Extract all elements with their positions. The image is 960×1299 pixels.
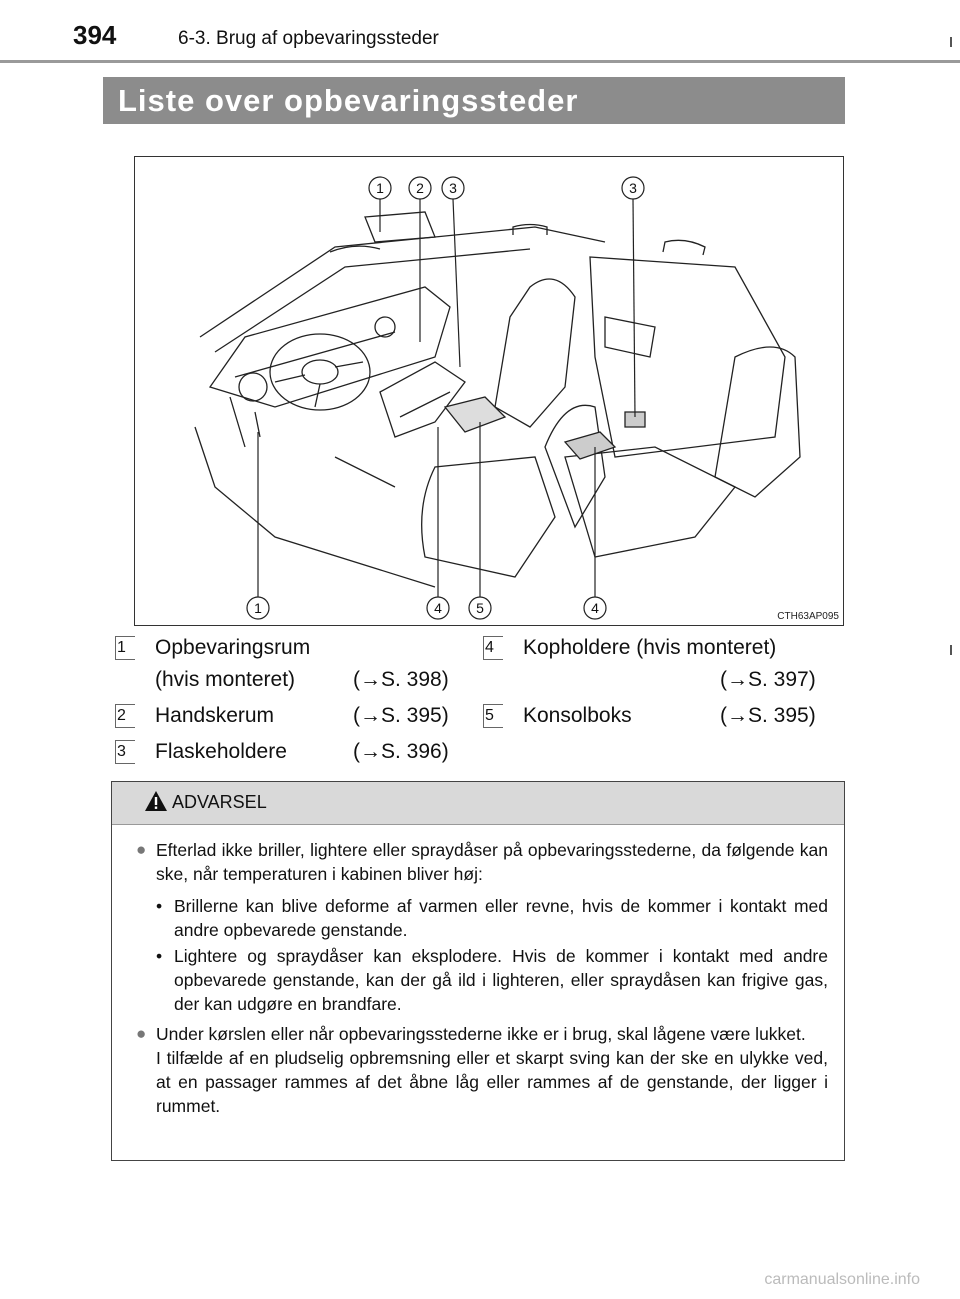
legend-label-cont: (hvis monteret): [155, 668, 296, 691]
crop-mark: [950, 37, 952, 47]
legend-item-3: [115, 736, 465, 768]
legend-page-ref[interactable]: (→S. 397): [720, 668, 816, 691]
callout-top-1: 1: [376, 180, 384, 196]
warning-text: Under kørslen eller når opbevaringsstederne ikke er i brug, skal lågene være lukket.: [156, 1024, 806, 1044]
legend-number: 5: [483, 704, 503, 728]
legend-page-ref[interactable]: (→S. 398): [353, 668, 449, 691]
warning-text-cont: I tilfælde af en pludselig opbremsning eller et skarpt sving kan der ske en ulykke ved, at en passager rammes af det åbne låg eller rammes af de genstande, der ligger i rummet.: [156, 1048, 828, 1116]
callout-top-2: 2: [416, 180, 424, 196]
callout-bottom-4: 4: [591, 600, 599, 616]
callout-top-3: 3: [449, 180, 457, 196]
warning-subitem: [136, 894, 828, 942]
warning-subitem: [136, 944, 828, 1016]
warning-subtext: Lightere og spraydåser kan eksplodere. Hvis de kommer i kontakt med andre opbevarede genstande, kan der gå ild i lighteren, eller spraydåsen kan frigive gas, der kan udgøre en brandfare.: [174, 946, 828, 1014]
page-number: 394: [73, 20, 117, 50]
legend-number: 3: [115, 740, 135, 764]
legend-item-5: [483, 700, 833, 732]
legend-page-ref[interactable]: (→S. 395): [720, 704, 816, 727]
section-title: 6-3. Brug af opbevaringssteder: [178, 28, 439, 49]
bullet-icon: •: [156, 896, 163, 916]
header-rule: [0, 60, 960, 63]
legend-item-2: [115, 700, 465, 732]
legend-number: 2: [115, 704, 135, 728]
crop-mark: [950, 645, 952, 655]
figure-code: CTH63AP095: [777, 611, 839, 622]
warning-title: ADVARSEL: [172, 792, 267, 812]
legend-label: Kopholdere (hvis monteret): [523, 636, 777, 659]
warning-item: [136, 838, 828, 1016]
callout-top-4: 3: [629, 180, 637, 196]
legend-page-ref[interactable]: (→S. 395): [353, 704, 449, 727]
bullet-dot-icon: ●: [136, 840, 147, 859]
legend-item-1: [115, 632, 465, 696]
warning-subtext: Brillerne kan blive deforme af varmen eller revne, hvis de kommer i kontakt med andre opbevarede genstande.: [174, 896, 828, 940]
callout-bottom-3: 5: [476, 600, 484, 616]
legend-page-ref[interactable]: (→S. 396): [353, 740, 449, 763]
warning-item: [136, 1022, 828, 1118]
legend-number: 4: [483, 636, 503, 660]
warning-box: [111, 781, 845, 1161]
warning-header: [112, 782, 844, 825]
section-banner: Liste over opbevaringssteder: [103, 77, 845, 124]
callout-bottom-2: 4: [434, 600, 442, 616]
callout-bottom-1: 1: [254, 600, 262, 616]
legend-number: 1: [115, 636, 135, 660]
footer-watermark: carmanualsonline.info: [764, 1271, 920, 1288]
warning-triangle-icon: [144, 790, 168, 812]
car-interior-figure: [134, 156, 844, 626]
warning-text: Efterlad ikke briller, lightere eller spraydåser på opbevaringsstederne, da følgende kan ske, når temperaturen i kabinen bliver høj:: [156, 840, 828, 884]
legend-label: Konsolboks: [523, 704, 632, 727]
bullet-dot-icon: ●: [136, 1024, 147, 1043]
bullet-icon: •: [156, 946, 163, 966]
legend-label: Opbevaringsrum: [155, 636, 311, 659]
legend-label: Handskerum: [155, 704, 275, 727]
car-interior-illustration: [135, 157, 843, 625]
warning-body: [112, 824, 844, 1124]
legend-item-4: [483, 632, 833, 696]
legend-label: Flaskeholdere: [155, 740, 287, 763]
